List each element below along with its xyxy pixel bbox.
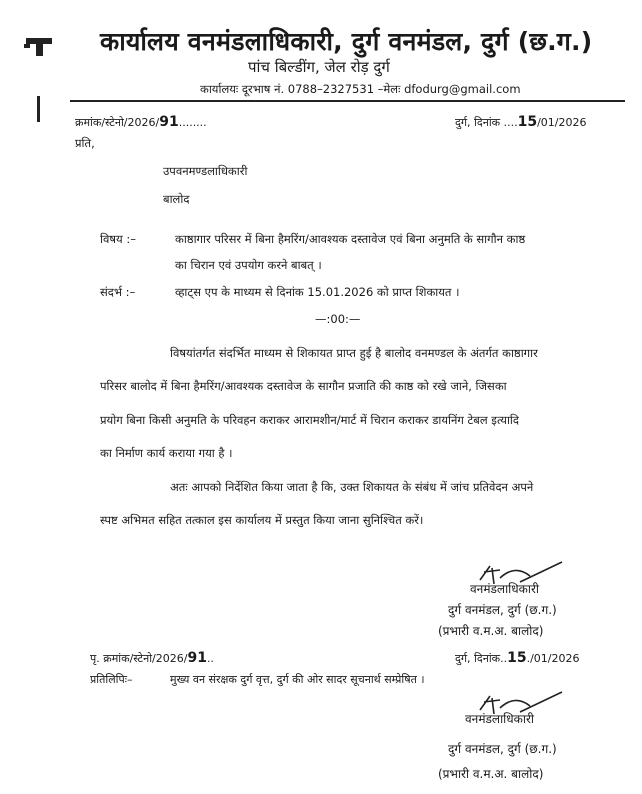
ref-number-dots: ........ — [178, 116, 207, 129]
copy-ref-number-value: 91 — [187, 650, 207, 666]
body-para1-line: विषयांतर्गत संदर्भित माध्यम से शिकायत प्राप्त हुई है बालोद वनमण्डल के अंतर्गत काष्ठागार — [170, 346, 538, 360]
header-divider — [70, 100, 625, 102]
copy-ref-number-label: पृ. क्रमांक/स्टेनो/2026/ — [90, 652, 188, 665]
copy-ref-date — [455, 650, 580, 666]
letterhead-contact: कार्यालयः दूरभाष नं. 0788–2327531 –मेलः dfodurg@gmail.com — [200, 82, 521, 96]
copy-to-text: मुख्य वन संरक्षक दुर्ग वृत्त, दुर्ग की ओर सादर सूचनार्थ सम्प्रेषित । — [170, 673, 425, 686]
signature1-office: दुर्ग वनमंडल, दुर्ग (छ.ग.) — [448, 603, 557, 617]
copy-ref-number — [90, 650, 214, 666]
signature1-designation: वनमंडलाधिकारी — [470, 582, 540, 596]
body-para1-line: का निर्माण कार्य कराया गया है । — [100, 446, 233, 460]
body-para1-line: परिसर बालोद में बिना हैमरिंग/आवश्यक दस्तावेज के सागौन प्रजाति की काष्ठ को रखे जाने, जिसका — [100, 379, 507, 393]
copy-ref-number-dots: .. — [206, 652, 214, 665]
subject-line-1: काष्ठागार परिसर में बिना हैमरिंग/आवश्यक दस्तावेज एवं बिना अनुमति के सागौन काष्ठ — [175, 232, 526, 246]
copy-ref-date-day: 15 — [507, 650, 527, 666]
body-para2-line: अतः आपको निर्देशित किया जाता है कि, उक्त शिकायत के संबंध में जांच प्रतिवेदन अपने — [170, 480, 534, 494]
ref-date-label: दुर्ग, दिनांक .... — [455, 116, 518, 129]
copy-ref-date-rest: ./01/2026 — [526, 652, 580, 665]
signature2-charge: (प्रभारी व.म.अ. बालोद) — [438, 767, 544, 781]
ref-number — [75, 114, 207, 130]
ref-number-label: क्रमांक/स्टेनो/2026/ — [75, 116, 160, 129]
recipient-designation: उपवनमण्डलाधिकारी — [163, 164, 248, 178]
prati-label: प्रति, — [75, 136, 95, 150]
reference-text: व्हाट्स एप के माध्यम से दिनांक 15.01.2026 को प्राप्त शिकायत । — [175, 285, 460, 299]
ref-date-day: 15 — [517, 114, 538, 130]
ref-number-value: 91 — [159, 114, 179, 130]
reference-label: संदर्भ :– — [100, 285, 136, 299]
subject-label: विषय :– — [100, 232, 136, 246]
subject-line-2: का चिरान एवं उपयोग करने बाबत् । — [175, 258, 322, 272]
body-para1-line: प्रयोग बिना किसी अनुमति के परिवहन कराकर आरामशीन/मार्ट में चिरान कराकर डायनिंग टेबल इत्यादि — [100, 413, 520, 427]
ref-date-rest: /01/2026 — [537, 116, 587, 129]
letterhead-title: कार्यालय वनमंडलाधिकारी, दुर्ग वनमंडल, दुर्ग (छ.ग.) — [100, 27, 593, 56]
letterhead-subtitle: पांच बिल्डींग, जेल रोड़ दुर्ग — [248, 58, 390, 76]
signature2-office: दुर्ग वनमंडल, दुर्ग (छ.ग.) — [448, 742, 557, 756]
signature1-charge: (प्रभारी व.म.अ. बालोद) — [438, 624, 544, 638]
body-para2-line: स्पष्ट अभिमत सहित तत्काल इस कार्यालय में प्रस्तुत किया जाना सुनिश्चित करें। — [100, 513, 424, 527]
copy-to-label: प्रतिलिपिः– — [90, 673, 133, 686]
copy-ref-date-label: दुर्ग, दिनांक.. — [455, 652, 508, 665]
recipient-location: बालोद — [163, 192, 190, 206]
separator: —:00:— — [315, 312, 361, 326]
signature2-designation: वनमंडलाधिकारी — [465, 712, 535, 726]
forest-department-logo — [20, 34, 60, 124]
ref-date — [455, 114, 587, 130]
